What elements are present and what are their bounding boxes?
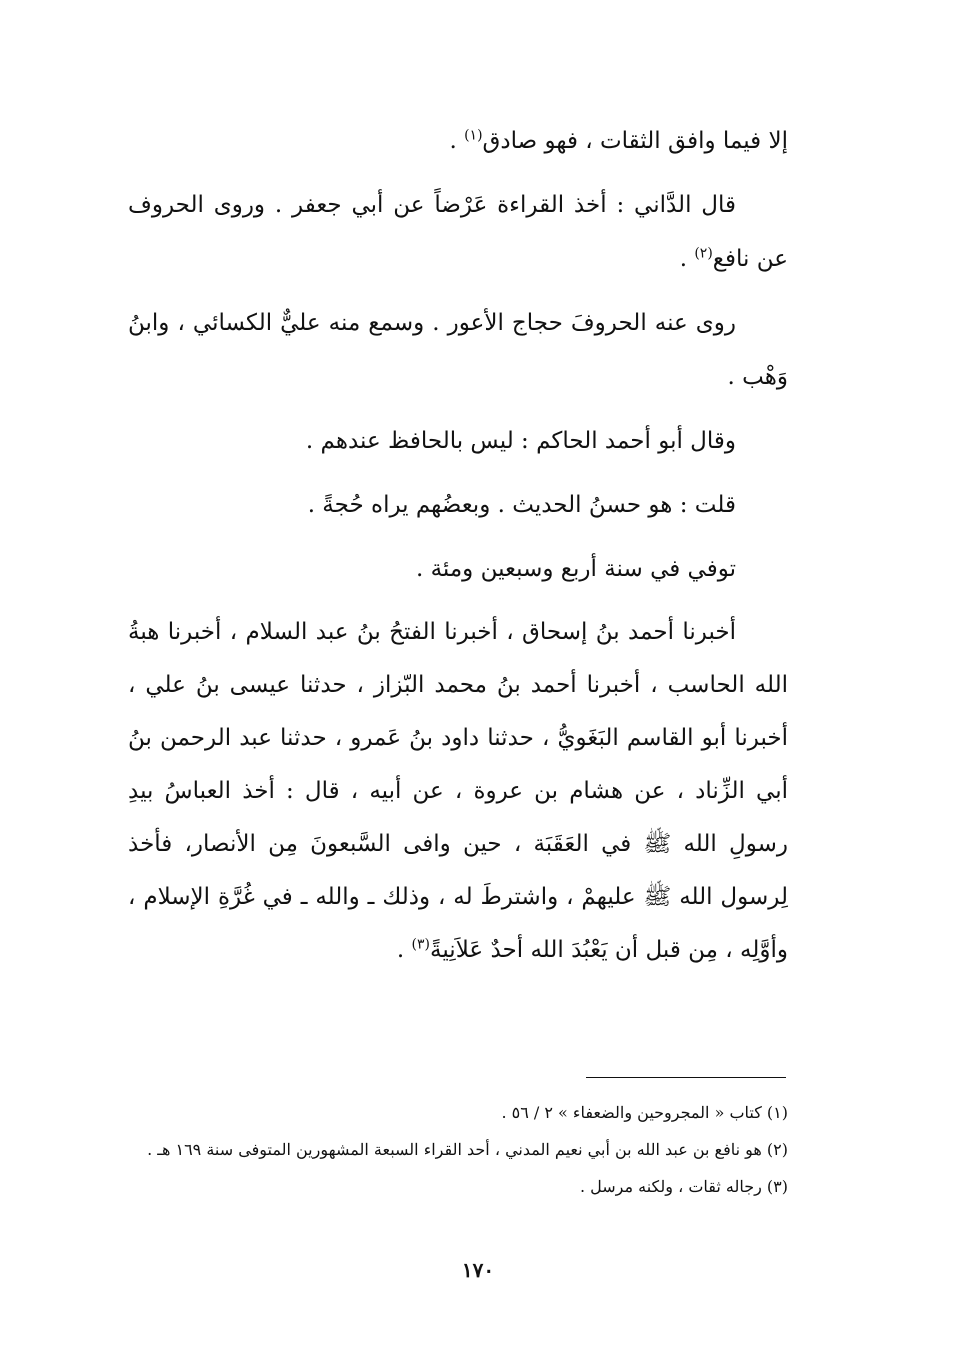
paragraph-7-end: .: [396, 937, 412, 963]
paragraph-7-text: أخبرنا أحمد بنُ إسحاق ، أخبرنا الفتحُ بنُ عبد السلام ، أخبرنا هبةُ الله الحاسب ، أخبرنا أحمد بنُ محمد البّزاز ، حدثنا عيسى بنُ علي ، أخبرنا أبو القاسم البَغَويُّ ، حدثنا داود بنُ عَمرو ، حدثنا عبد الرحمن بنُ أبي الزِّناد ، عن هشام بن عروة ، عن أبيه ، قال : أخذ العباسُ بيدِ رسولِ الله ﷺ في العَقَبَة ، حين وافى السَّبعونَ مِن الأنصار، فأخذ لِرسول الله ﷺ عليهمْ ، واشترطَ له ، وذلك ـ والله ـ في غُرَّةِ الإسلام ، وأوَّلِه ، مِن قبل أن يَعْبُدَ الله أحدٌ عَلاَنِيةً: [128, 619, 788, 963]
footnotes: [128, 1096, 788, 1207]
footnote-1: (١) كتاب « المجروحين والضعفاء » ٢ / ٥٦ .: [501, 1103, 788, 1122]
footnote-ref-2: (٢): [694, 245, 713, 262]
paragraph-2: [128, 178, 788, 286]
paragraph-5-text: قلت : هو حسنُ الحديث . وبعضُهم يراه حُجةً .: [307, 492, 736, 518]
footnote-ref-1: (١): [464, 127, 483, 144]
paragraph-2-end: .: [679, 246, 695, 272]
paragraph-6-text: توفي في سنة أربع وسبعين ومئة .: [415, 556, 736, 582]
paragraph-2-text: قال الدَّاني : أخذ القراءة عَرْضاً عن أبي جعفر . وروى الحروف عن نافع: [128, 192, 788, 272]
paragraph-3-text: روى عنه الحروفَ حجاج الأعور . وسمع منه عليٌّ الكسائي ، وابنُ وَهْب .: [128, 310, 788, 390]
footnote-2: (٢) هو نافع بن عبد الله بن أبي نعيم المدني ، أحد القراء السبعة المشهورين المتوفى سنة ١٦٩ هـ .: [147, 1140, 788, 1159]
footnote-3: (٣) رجاله ثقات ، ولكنه مرسل .: [579, 1177, 788, 1196]
paragraph-3: [128, 296, 788, 404]
paragraph-1: [128, 114, 788, 168]
paragraph-1-end: .: [449, 128, 465, 154]
paragraph-4: [128, 414, 788, 468]
paragraph-4-text: وقال أبو أحمد الحاكم : ليس بالحافظ عندهم .: [305, 428, 736, 454]
paragraph-5: [128, 478, 788, 532]
footnote-ref-3: (٣): [411, 936, 431, 953]
main-text: [128, 114, 788, 977]
paragraph-1-text: إلا فيما وافق الثقات ، فهو صادق: [482, 128, 788, 154]
page-number: ١٧٠: [461, 1258, 495, 1282]
footnote-divider: [586, 1077, 786, 1078]
paragraph-7: [128, 606, 788, 977]
paragraph-6: [128, 542, 788, 596]
